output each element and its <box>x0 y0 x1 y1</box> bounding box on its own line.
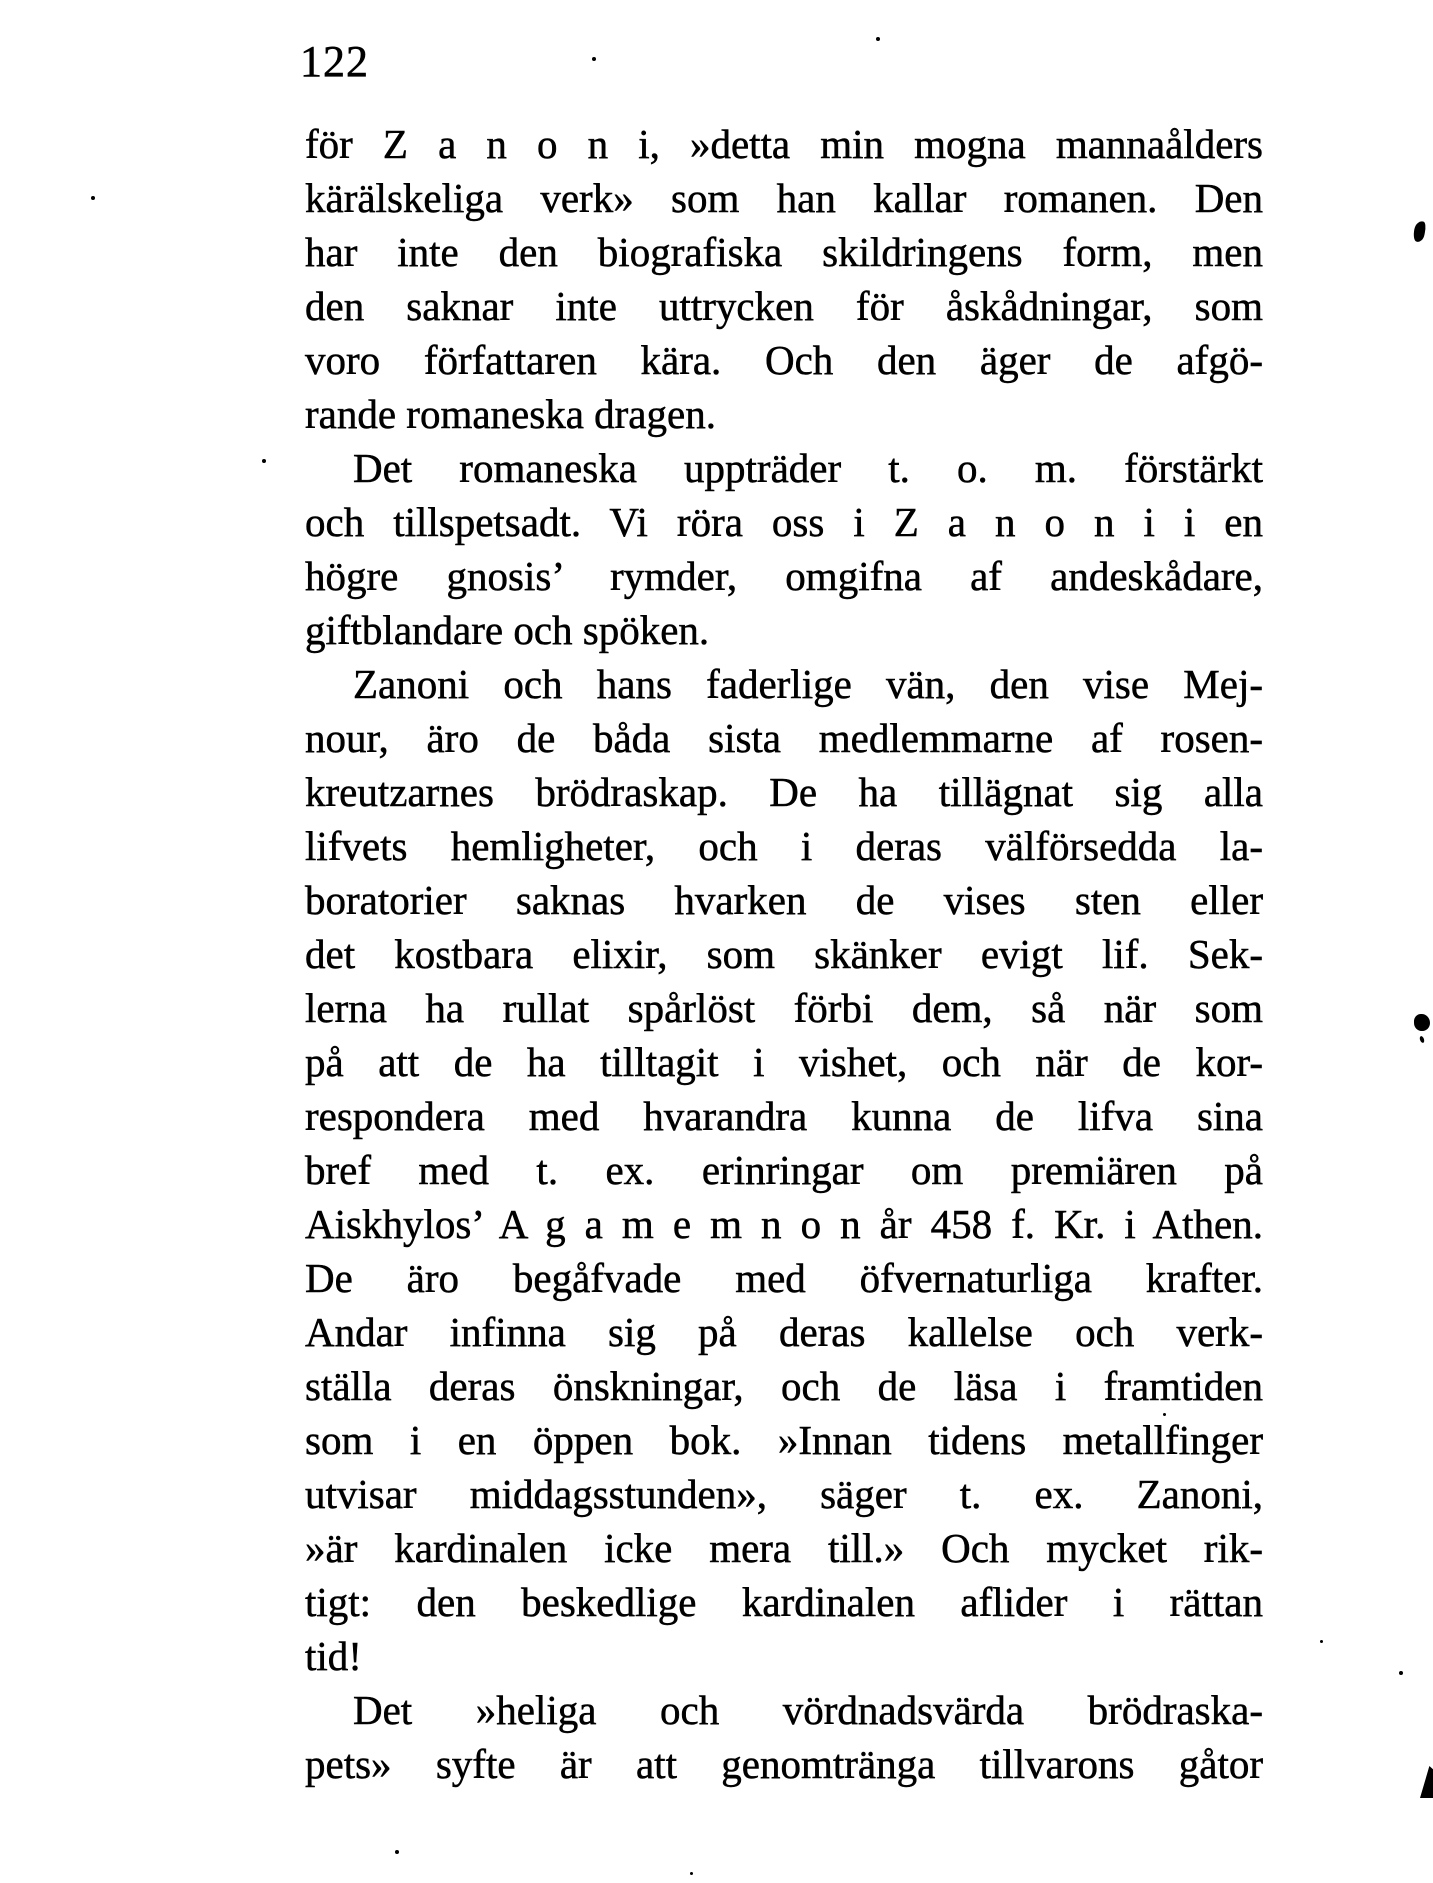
ink-speck <box>1419 1036 1425 1044</box>
text-line: kreutzarnes brödraskap. De ha tillägnat sig alla <box>305 769 1263 815</box>
text-line: det kostbara elixir, som skänker evigt lif. Sek- <box>305 931 1263 977</box>
text-line: pets» syfte är att genomtränga tillvarons gåtor <box>305 1741 1263 1787</box>
body-text <box>305 117 1263 1791</box>
ink-speck <box>1320 1640 1323 1643</box>
text-line: utvisar middagsstunden», säger t. ex. Zanoni, <box>305 1471 1263 1517</box>
text-line: högre gnosis’ rymder, omgifna af andeskådare, <box>305 553 1263 599</box>
text-line: nour, äro de båda sista medlemmarne af rosen- <box>305 715 1263 761</box>
text-line: kärälskeliga verk» som han kallar romanen. Den <box>305 175 1263 221</box>
ink-speck <box>690 1872 693 1875</box>
text-line: på att de ha tilltagit i vishet, och när de kor- <box>305 1039 1263 1085</box>
text-line: ställa deras önskningar, och de läsa i framtiden <box>305 1363 1263 1409</box>
text-line: giftblandare och spöken. <box>305 607 710 653</box>
text-line: »är kardinalen icke mera till.» Och mycket rik- <box>305 1525 1263 1571</box>
text-line: De äro begåfvade med öfvernaturliga krafter. <box>305 1255 1263 1301</box>
ink-speck <box>1399 1671 1403 1675</box>
ink-speck <box>1163 1413 1166 1416</box>
text-line: rande romaneska dragen. <box>305 391 716 437</box>
ink-speck <box>262 459 266 463</box>
ink-speck <box>91 196 95 200</box>
ink-blot <box>1414 1014 1430 1031</box>
text-line: Det romaneska uppträder t. o. m. förstärkt <box>353 445 1263 491</box>
text-line: den saknar inte uttrycken för åskådningar, som <box>305 283 1263 329</box>
page-number: 122 <box>300 37 369 86</box>
text-line: Det »heliga och vördnadsvärda brödraska- <box>353 1687 1263 1733</box>
ink-speck <box>395 1850 399 1854</box>
text-line: Andar infinna sig på deras kallelse och verk- <box>305 1309 1263 1355</box>
text-line: bref med t. ex. erinringar om premiären på <box>305 1147 1263 1193</box>
text-line: har inte den biografiska skildringens form, men <box>305 229 1263 275</box>
text-line: Zanoni och hans faderlige vän, den vise Mej- <box>353 661 1263 707</box>
text-line: voro författaren kära. Och den äger de afgö- <box>305 337 1263 383</box>
text-line: lerna ha rullat spårlöst förbi dem, så när som <box>305 985 1263 1031</box>
text-line: respondera med hvarandra kunna de lifva sina <box>305 1093 1263 1139</box>
text-line: tid! <box>305 1633 362 1679</box>
ink-blot <box>1412 220 1427 243</box>
text-line: Aiskhylos’ A g a m e m n o n år 458 f. Kr. i Athen. <box>305 1201 1263 1247</box>
text-line: tigt: den beskedlige kardinalen aflider i rättan <box>305 1579 1263 1625</box>
text-line: för Z a n o n i, »detta min mogna mannaålders <box>305 121 1263 167</box>
text-line: som i en öppen bok. »Innan tidens metallfinger <box>305 1417 1263 1463</box>
text-line: boratorier saknas hvarken de vises sten eller <box>305 877 1263 923</box>
text-line: och tillspetsadt. Vi röra oss i Z a n o n i i en <box>305 499 1263 545</box>
ink-speck <box>876 37 880 41</box>
ink-speck <box>592 57 596 61</box>
ink-blot <box>1420 1766 1433 1798</box>
text-line: lifvets hemligheter, och i deras välförsedda la- <box>305 823 1263 869</box>
